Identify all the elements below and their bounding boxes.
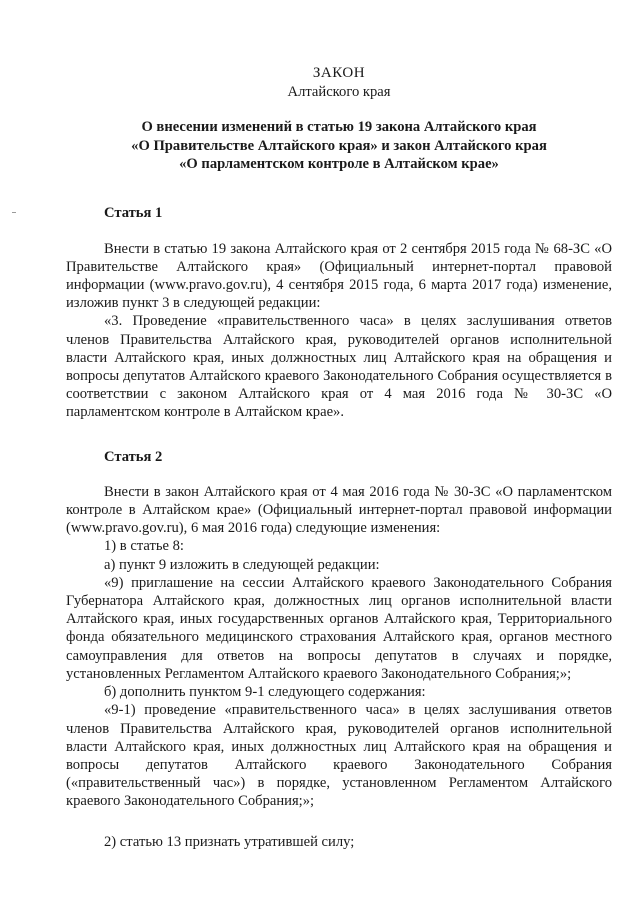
law-heading-line-1: О внесении изменений в статью 19 закона Алтайского края [141,119,537,136]
law-heading [66,118,612,173]
article-2-title: Статья 2 [104,448,163,465]
article-2-paragraph-6: «9-1) проведение «правительственного часа» в целях заслушивания ответов членов Правительства Алтайского края, руководителей органов исполнительной власти Алтайского края, иных должностных лиц Алтайского края на обращения и вопросы депутатов Алтайского краевого Законодательного Собрания («правительственный час») в порядке, установленном Регламентом Алтайского краевого Законодательного Собрания;»; [66,702,612,810]
article-2-paragraph-3: а) пункт 9 изложить в следующей редакции: [104,556,380,573]
margin-mark [12,212,16,213]
article-1-paragraph-1: Внести в статью 19 закона Алтайского края от 2 сентября 2015 года № 68-ЗС «О Правительстве Алтайского края» (Официальный интернет-портал правовой информации (www.pravo.gov.ru), 4 сентября 2015 года, 6 марта 2017 года) изменение, изложив пункт 3 в следующей редакции: [66,240,612,312]
article-2-paragraph-4: «9) приглашение на сессии Алтайского краевого Законодательного Собрания Губернатора Алтайского края, должностных лиц органов исполнительной власти Алтайского края, иных государственных органов Алтайского края, Территориального фонда обязательного медицинского страхования Алтайского края, органов местного самоуправления для ответов на вопросы депутатов в случаях и порядке, установленных Регламентом Алтайского краевого Законодательного Собрания;»; [66,574,612,682]
article-1-paragraph-2: «3. Проведение «правительственного часа» в целях заслушивания ответов членов Правительства Алтайского края, руководителей органов исполнительной власти Алтайского края, иных должностных лиц Алтайского края на обращения и вопросы депутатов Алтайского краевого Законодательного Собрания осуществляется в соответствии с законом Алтайского края от 4 мая 2016 года № 30-ЗС «О парламентском контроле в Алтайском крае». [66,313,612,421]
law-heading-line-2: «О Правительстве Алтайского края» и закон Алтайского края [131,137,547,154]
article-1-title: Статья 1 [104,205,163,222]
article-2-paragraph-5: б) дополнить пунктом 9-1 следующего содержания: [104,684,426,701]
article-2-paragraph-1: Внести в закон Алтайского края от 4 мая 2016 года № 30-ЗС «О парламентском контроле в Алтайском крае» (Официальный интернет-портал правовой информации (www.pravo.gov.ru), 6 мая 2016 года) следующие изменения: [66,483,612,537]
spacer [66,422,612,448]
spacer [66,811,612,833]
law-type-title: ЗАКОН [312,65,366,81]
article-2-paragraph-2: 1) в статье 8: [104,538,184,555]
article-1 [66,204,612,421]
article-2-paragraph-7: 2) статью 13 признать утратившей силу; [104,833,355,850]
article-2 [66,448,612,851]
document-page [66,64,612,851]
law-region-subtitle: Алтайского края [287,84,391,100]
law-heading-line-3: «О парламентском контроле в Алтайском крае» [179,156,499,173]
